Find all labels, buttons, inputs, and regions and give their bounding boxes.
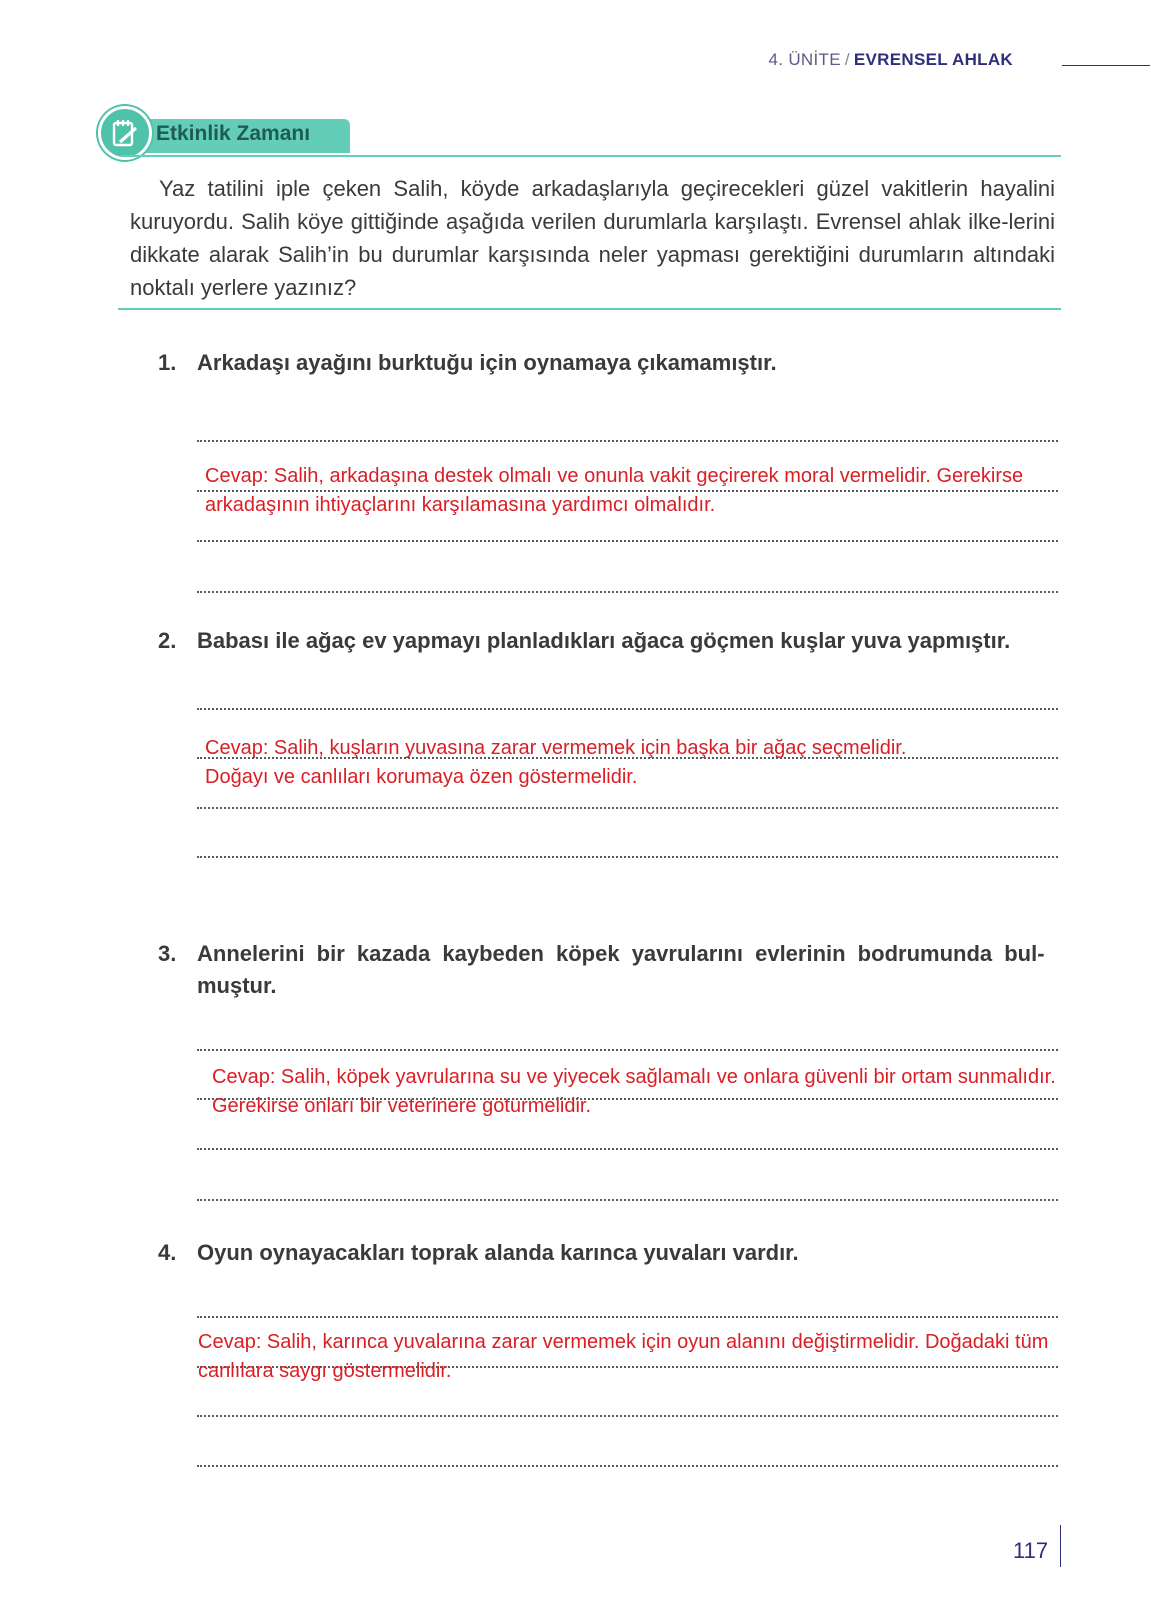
question-text-line: Annelerini bir kazada kaybeden köpek yavrularını evlerinin bodrumunda bul- — [197, 941, 1045, 966]
answer-line[interactable] — [197, 1415, 1058, 1417]
answer-text: Cevap: Salih, kuşların yuvasına zarar vermemek için başka bir ağaç seçmelidir. — [205, 737, 907, 759]
header-rule — [1062, 65, 1150, 66]
answer-line[interactable] — [197, 1316, 1058, 1318]
answer-line[interactable] — [197, 708, 1058, 710]
answer-text: Cevap: Salih, arkadaşına destek olmalı ve onunla vakit geçirerek moral vermelidir. Gerekirse — [205, 465, 1024, 487]
question-text: Arkadaşı ayağını burktuğu için oynamaya çıkamamıştır. — [197, 350, 777, 375]
question-text: Oyun oynayacakları toprak alanda karınca yuvaları vardır. — [197, 1240, 799, 1265]
question-number: 4. — [158, 1240, 177, 1265]
question-text — [197, 938, 1043, 1002]
notepad-pencil-icon — [98, 106, 152, 160]
answer-line[interactable] — [197, 807, 1058, 809]
question-text: Babası ile ağaç ev yapmayı planladıkları ağaca göçmen kuşlar yuva yapmıştır. — [197, 628, 1011, 653]
activity-intro: Yaz tatilini iple çeken Salih, köyde arkadaşlarıyla geçirecekleri güzel vakitlerin hayalini kuruyordu. Salih köye gittiğinde aşağıda verilen durumlarla karşılaştı. Evrensel ahlak ilke-lerini dikkate alarak Salih’in bu durumlar karşısında neler yapması gerektiğini durumların altındaki noktalı yerlere yazınız? — [130, 176, 1055, 300]
activity-title: Etkinlik Zamanı — [156, 122, 311, 145]
answer-text: arkadaşının ihtiyaçlarını karşılamasına yardımcı olmalıdır. — [205, 494, 716, 516]
answer-text: canlılara saygı göstermelidir. — [198, 1360, 452, 1382]
question-number: 2. — [158, 628, 177, 653]
answer-line[interactable] — [197, 591, 1058, 593]
page-number: 117 — [1013, 1538, 1049, 1563]
header-separator: / — [844, 50, 850, 69]
answer-line[interactable] — [197, 440, 1058, 442]
activity-top-rule — [121, 155, 1061, 157]
answer-text: Cevap: Salih, karınca yuvalarına zarar vermemek için oyun alanını değiştirmelidir. Doğadaki tüm — [198, 1331, 1049, 1353]
question-number: 3. — [158, 941, 177, 966]
answer-text: Cevap: Salih, köpek yavrularına su ve yiyecek sağlamalı ve onlara güvenli bir ortam sunmalıdır. — [212, 1066, 1056, 1088]
answer-text: Doğayı ve canlıları korumaya özen göstermelidir. — [205, 766, 638, 788]
question-text-line: muştur. — [197, 973, 277, 998]
unit-title: EVRENSEL AHLAK — [853, 50, 1013, 69]
answer-line[interactable] — [197, 1465, 1058, 1467]
answer-line[interactable] — [197, 540, 1058, 542]
question-number: 1. — [158, 350, 177, 375]
activity-bottom-rule — [118, 308, 1061, 310]
answer-line[interactable] — [197, 1148, 1058, 1150]
answer-text: Gerekirse onları bir veterinere götürmelidir. — [212, 1095, 592, 1117]
unit-header — [769, 50, 1013, 70]
page-number-rule — [1060, 1525, 1061, 1567]
answer-line[interactable] — [197, 1199, 1058, 1201]
answer-line[interactable] — [197, 1049, 1058, 1051]
answer-line[interactable] — [197, 856, 1058, 858]
unit-number: 4. ÜNİTE — [768, 50, 841, 69]
